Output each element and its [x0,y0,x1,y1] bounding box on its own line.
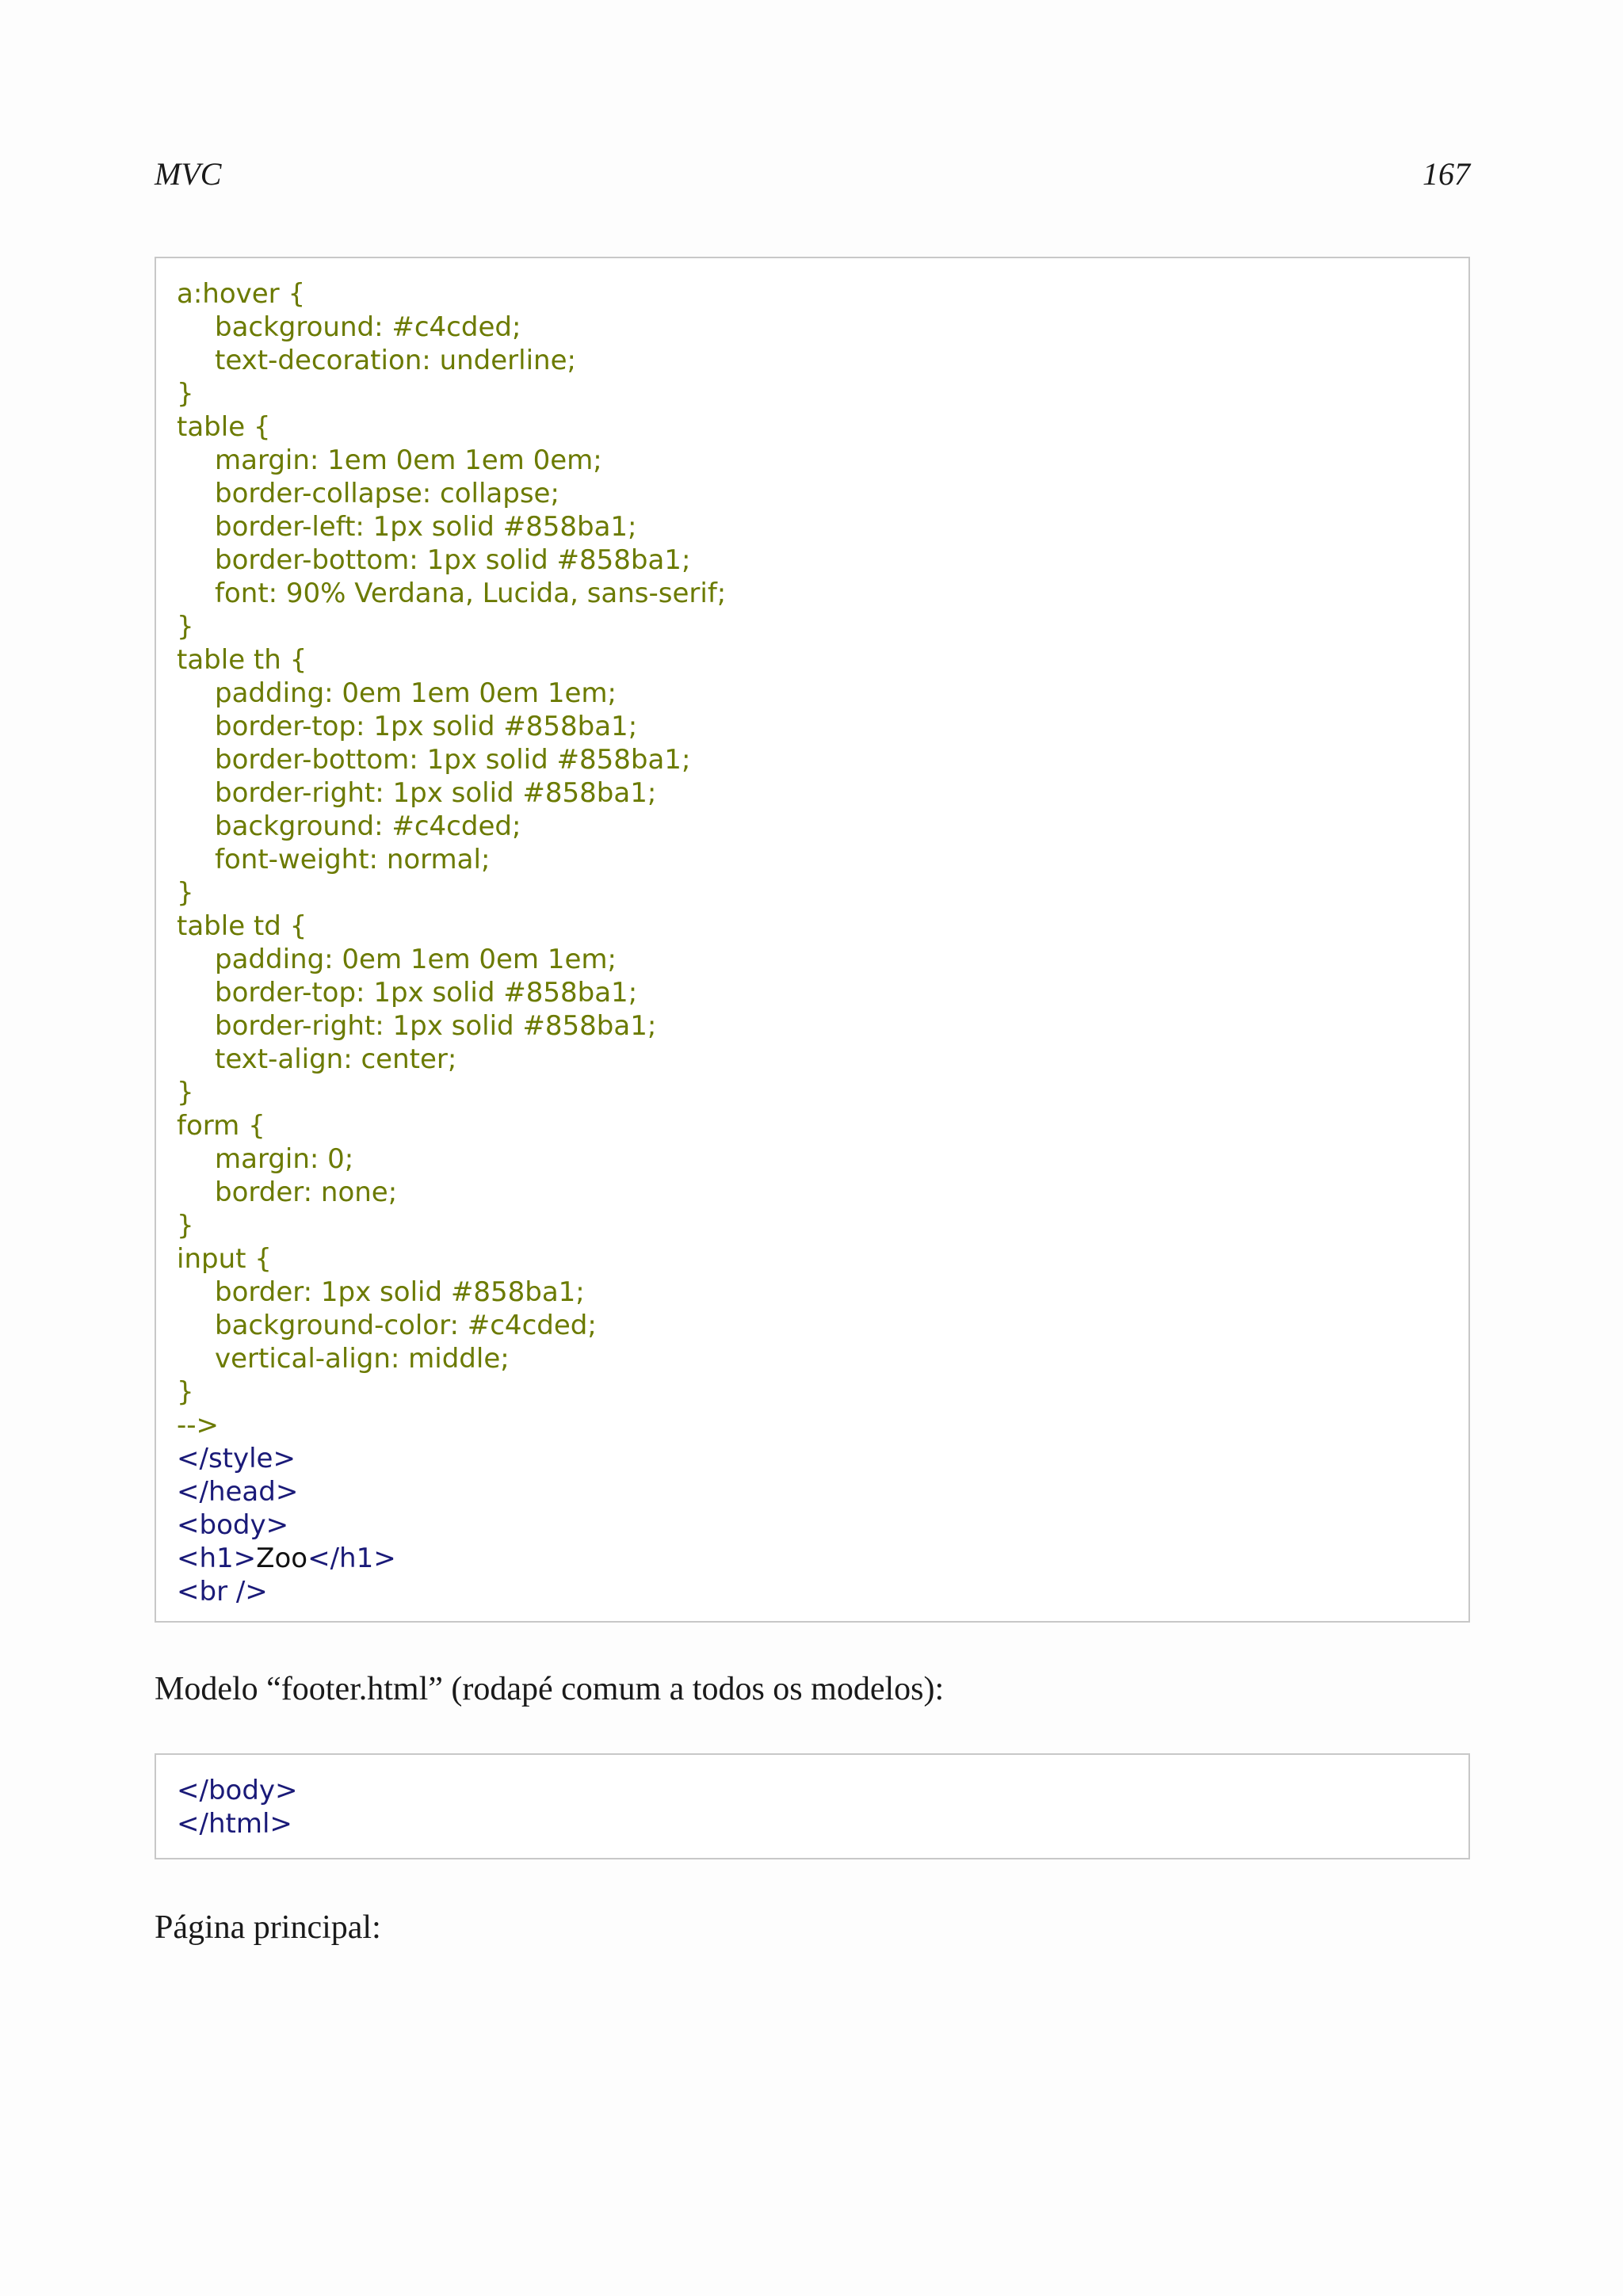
code-line: </html> [177,1808,292,1840]
code-line: border: none; [215,1177,398,1208]
page-number: 167 [1423,156,1470,192]
code-line: margin: 0; [215,1143,354,1175]
code-block-header-template [155,257,1470,1623]
code-line: <br /> [177,1576,268,1608]
paragraph-footer-intro: Modelo “footer.html” (rodapé comum a todos os modelos): [155,1671,945,1707]
code-line: table { [177,411,271,443]
code-line: text-decoration: underline; [215,345,576,376]
code-line: background: #c4cded; [215,311,521,343]
paragraph-main-page-intro: Página principal: [155,1909,381,1946]
code-line: font: 90% Verdana, Lucida, sans-serif; [215,578,727,609]
code-line: table td { [177,910,307,942]
code-line: } [177,378,194,410]
code-line: border: 1px solid #858ba1; [215,1276,585,1308]
code-line: </body> [177,1775,298,1806]
code-line: --> [177,1409,220,1441]
section-title: MVC [155,156,222,192]
code-line: border-right: 1px solid #858ba1; [215,777,657,809]
code-line: font-weight: normal; [215,844,491,875]
code-line: padding: 0em 1em 0em 1em; [215,944,617,975]
code-line: padding: 0em 1em 0em 1em; [215,677,617,709]
code-line: </head> [177,1476,299,1508]
code-line: } [177,1077,194,1108]
code-line: } [177,1376,194,1408]
code-line: margin: 1em 0em 1em 0em; [215,444,602,476]
code-token-tag: <h1> [177,1543,257,1574]
code-line: border-bottom: 1px solid #858ba1; [215,744,691,776]
code-line: input { [177,1243,272,1275]
code-line: background-color: #c4cded; [215,1310,597,1341]
code-line: } [177,877,194,909]
code-line: border-collapse: collapse; [215,478,559,509]
code-block-footer-template [155,1753,1470,1859]
code-line: background: #c4cded; [215,810,521,842]
code-line: border-top: 1px solid #858ba1; [215,977,638,1009]
code-line: border-right: 1px solid #858ba1; [215,1010,657,1042]
code-line: border-bottom: 1px solid #858ba1; [215,544,691,576]
code-line: } [177,611,194,643]
code-line: table th { [177,644,307,676]
code-line: </style> [177,1443,296,1474]
code-line: border-left: 1px solid #858ba1; [215,511,637,543]
code-token-tag: </h1> [307,1543,396,1574]
code-line: text-align: center; [215,1043,457,1075]
code-line: <body> [177,1509,289,1541]
code-line: } [177,1210,194,1241]
code-token-text: Zoo [256,1543,308,1574]
code-line: border-top: 1px solid #858ba1; [215,711,638,742]
running-head [155,155,1470,203]
code-line: a:hover { [177,278,306,310]
code-line-h1 [177,1542,1448,1575]
code-line: vertical-align: middle; [215,1343,510,1375]
code-line: form { [177,1110,265,1142]
